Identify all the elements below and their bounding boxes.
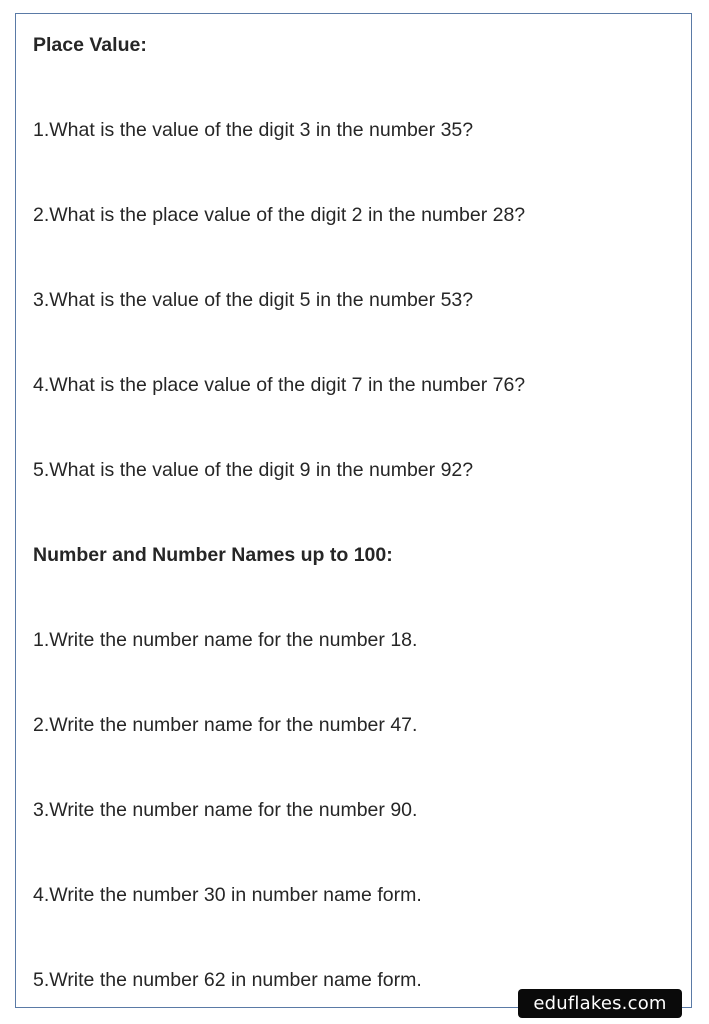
- worksheet-frame: [15, 13, 692, 1008]
- number-names-question-5: 5.Write the number 62 in number name form.: [33, 969, 422, 991]
- section-heading-place-value: Place Value:: [33, 34, 147, 56]
- place-value-question-4: 4.What is the place value of the digit 7 in the number 76?: [33, 374, 526, 396]
- number-names-question-3: 3.Write the number name for the number 90.: [33, 799, 418, 821]
- eduflakes-watermark: eduflakes.com: [518, 989, 682, 1018]
- number-names-question-1: 1.Write the number name for the number 18.: [33, 629, 418, 651]
- place-value-question-3: 3.What is the value of the digit 5 in the number 53?: [33, 289, 474, 311]
- number-names-question-2: 2.Write the number name for the number 47.: [33, 714, 418, 736]
- number-names-question-4: 4.Write the number 30 in number name form.: [33, 884, 422, 906]
- place-value-question-1: 1.What is the value of the digit 3 in the number 35?: [33, 119, 474, 141]
- section-heading-number-names: Number and Number Names up to 100:: [33, 544, 393, 566]
- place-value-question-2: 2.What is the place value of the digit 2 in the number 28?: [33, 204, 526, 226]
- place-value-question-5: 5.What is the value of the digit 9 in the number 92?: [33, 459, 474, 481]
